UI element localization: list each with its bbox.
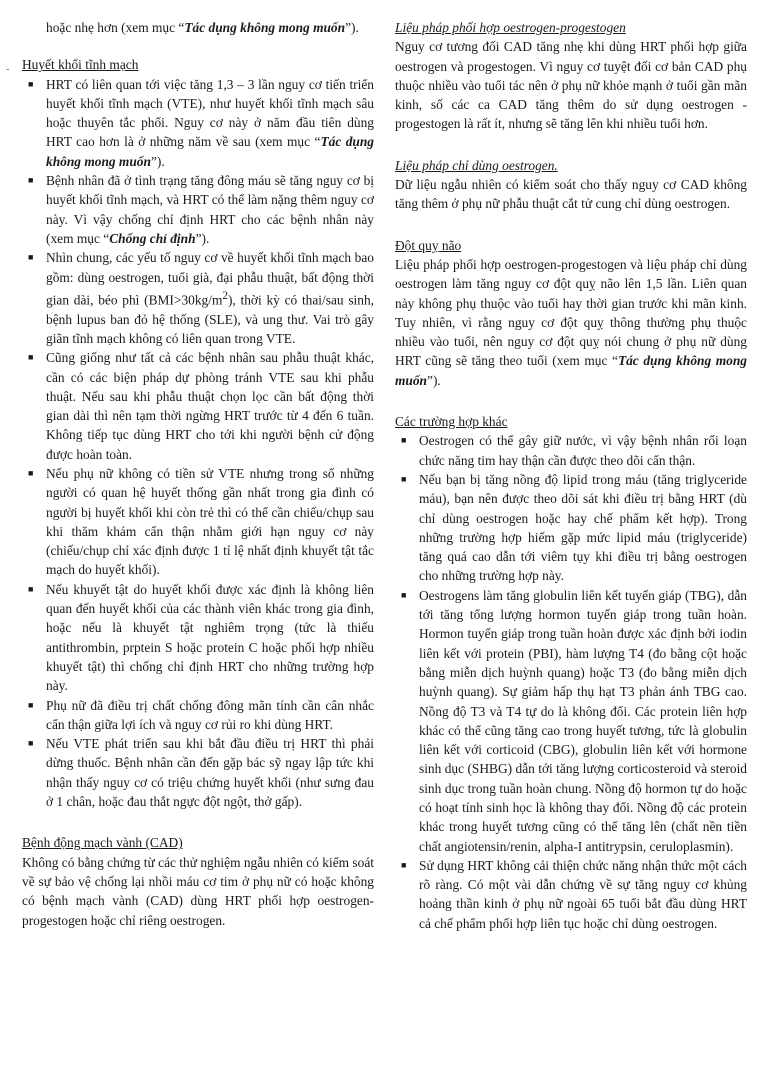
list-item bbox=[395, 586, 747, 856]
list-item-text: Nếu phụ nữ không có tiền sử VTE nhưng trong số những người có quan hệ huyết thống gần nhất trong gia đình có người bị huyết khối khi còn trẻ thì có thể cần chiếu/chụp sau khi thăm khám cẩn thận nhằm giới hạn nguy cơ này (chiếu/chụp chỉ xác định được 1 tỉ lệ nhất định khuyết tật tắc mạch do huyết khối). bbox=[46, 466, 374, 578]
list-item-text: Sử dụng HRT không cải thiện chức năng nhận thức một cách rõ ràng. Có một vài dẫn chứng về sự tăng nguy cơ khủng hoảng thần kinh ở phụ nữ ngoài 65 tuổi bắt đầu dùng HRT cả chế phẩm phối hợp liên tục hoặc chỉ dùng oestrogen. bbox=[419, 857, 747, 931]
cad-heading: Bệnh động mạch vành (CAD) bbox=[22, 835, 183, 851]
intro-text: hoặc nhẹ hơn (xem mục “ bbox=[46, 20, 185, 35]
list-item bbox=[22, 248, 374, 348]
list-item-text: Nhìn chung, các yếu tố nguy cơ về huyết khối tĩnh mạch bao gồm: dùng oestrogen, tuổi già, đại phẫu thuật, bất động thời gian dài, béo phì (BMI>30kg/m bbox=[46, 250, 374, 308]
bullet-icon: ■ bbox=[28, 352, 34, 363]
list-item-text: Oestrogen có thể gây giữ nước, vì vậy bệnh nhân rối loạn chức năng tim hay thận cần được theo dõi cẩn thận. bbox=[419, 433, 747, 468]
list-item-text: Nếu bạn bị tăng nồng độ lipid trong máu (tăng triglyceride máu), bạn nên được theo dõi sát khi điều trị bằng HRT (dù chỉ dùng oestrogen hoặc hay chế phẩm kết hợp). Trong những trường hợp hiếm gặp mức lipid máu (triglyceride) tăng quá cao dẫn tới viêm tụy khi điều trị bằng oestrogen cho những trường hợp này. bbox=[419, 471, 747, 584]
bullet-icon: ■ bbox=[401, 435, 407, 446]
list-item bbox=[22, 580, 374, 696]
bullet-icon: ■ bbox=[401, 589, 407, 600]
other-cases-list bbox=[395, 431, 747, 933]
stroke-heading: Đột quỵ não bbox=[395, 237, 462, 253]
bullet-icon: ■ bbox=[401, 473, 407, 484]
list-item-ref: Tác dụng không mong muốn bbox=[46, 134, 374, 169]
bullet-icon: ■ bbox=[28, 175, 34, 186]
other-cases-heading: Các trường hợp khác bbox=[395, 414, 508, 430]
bullet-icon: ■ bbox=[28, 583, 34, 594]
intro-text-end: ”). bbox=[345, 20, 359, 35]
list-item-text-end: ”). bbox=[195, 230, 210, 246]
vte-list bbox=[22, 75, 374, 812]
list-item bbox=[395, 470, 747, 586]
list-item bbox=[22, 171, 374, 248]
bullet-icon: ■ bbox=[28, 738, 34, 749]
scan-mark: - bbox=[6, 64, 10, 75]
list-item bbox=[22, 464, 374, 580]
bullet-icon: ■ bbox=[401, 859, 407, 870]
oestrogen-only-heading: Liệu pháp chỉ dùng oestrogen. bbox=[395, 157, 558, 173]
list-item bbox=[22, 696, 374, 735]
list-item bbox=[395, 856, 747, 933]
list-item bbox=[22, 348, 374, 464]
bullet-icon: ■ bbox=[28, 468, 34, 478]
stroke-text: Liệu pháp phối hợp oestrogen-progestogen và liệu pháp chỉ dùng oestrogen làm tăng nguy cơ đột quỵ não lên 1,5 lần. Liên quan này không phụ thuộc vào tuổi hay thời gian trước khi mãn kinh. Tuy nhiên, vì rằng nguy cơ đột quỵ thông thường phụ thuộc nhiều vào tuổi, nên nguy cơ đột quỵ nói chung ở phụ nữ dùng HRT cũng sẽ tăng theo tuổi (xem mục “ bbox=[395, 256, 747, 369]
list-item-ref: Chống chỉ định bbox=[109, 230, 196, 246]
list-item bbox=[22, 75, 374, 171]
list-item-text: HRT có liên quan tới việc tăng 1,3 – 3 lần nguy cơ tiến triển huyết khối tĩnh mạch (VTE), như huyết khối tĩnh mạch sâu hoặc thuyên tắc phổi. Nguy cơ này ở năm đầu tiên dùng HRT cao hơn là ở những năm về sau (xem mục “ bbox=[46, 76, 374, 150]
bullet-icon: ■ bbox=[28, 699, 34, 710]
stroke-ref: Tác dụng không mong muốn bbox=[395, 353, 747, 388]
superscript: 2 bbox=[222, 289, 228, 302]
list-item-text: Bệnh nhân đã ở tình trạng tăng đông máu sẽ tăng nguy cơ bị huyết khối tĩnh mạch, và HRT có thể làm nặng thêm nguy cơ này. Vì vậy chống chỉ định HRT cho các bệnh nhân này (xem mục “ bbox=[46, 173, 374, 246]
stroke-text-end: ”). bbox=[427, 372, 441, 388]
list-item-text-end: ”). bbox=[150, 153, 165, 169]
bullet-icon: ■ bbox=[28, 78, 34, 89]
list-item bbox=[22, 734, 374, 811]
intro-paragraph bbox=[46, 18, 374, 37]
intro-ref: Tác dụng không mong muốn bbox=[184, 20, 346, 35]
cad-paragraph: Không có bằng chứng từ các thử nghiệm ngẫu nhiên có kiểm soát về sự bảo vệ chống lại nhồi máu cơ tim ở phụ nữ có hoặc không có bệnh mạch vành (CAD) dùng HRT phối hợp oestrogen-progestogen hoặc chỉ riêng oestrogen. bbox=[22, 854, 374, 928]
left-column bbox=[22, 18, 374, 930]
list-item-text: Cũng giống như tất cả các bệnh nhân sau phẫu thuật khác, cần có các biện pháp dự phòng tránh VTE sau khi phẫu thuật. Nếu sau khi phẫu thuật chọn lọc cần bất động thời gian dài thì nên tạm thời ngừng HRT trước từ 4 đến 6 tuần. Không tiếp tục dùng HRT cho tới khi người bệnh cử động được hoàn toàn. bbox=[46, 350, 374, 462]
combined-therapy-heading: Liệu pháp phối hợp oestrogen-progestogen bbox=[395, 20, 626, 35]
list-item-text: Phụ nữ đã điều trị chất chống đông mãn tính cần cân nhắc cẩn thận giữa lợi ích và nguy cơ rủi ro khi dùng HRT. bbox=[46, 697, 374, 732]
list-item bbox=[395, 431, 747, 470]
list-item-text: Oestrogens làm tăng globulin liên kết tuyến giáp (TBG), dẫn tới tăng tổng lượng hormon tuyến giáp trong tuần hoàn. Hormon tuyến giáp trong tuần hoàn được xác định bởi iodin liên kết với protein (PBI), hàm lượng T4 (đo bằng cột hoặc bằng miễn dịch huỳnh quang) hoặc T3 (đo bằng miễn dịch huỳnh quang). Sự giảm hấp thụ hạt T3 phản ánh TBG cao. Nồng độ T3 và T4 tự do là không đổi. Các protein liên hợp khác có thể cũng tăng cao trong huyết tương, tức là globulin liên kết với corticoid (CBG), globulin liên kết với hormone sinh dục (SHBG) dẫn tới tăng lượng corticosteroid và steroid sinh dục trong tuần hoàn chung. Nồng độ hormon tự do hoặc có hoạt tính sinh học là không thay đổi. Nồng độ các protein khác trong huyết tương cũng có thể tăng lên (chất nền tiền chất angiotensin/renin, alpha-I antitrypsin, ceruloplasmin). bbox=[419, 587, 747, 854]
stroke-paragraph bbox=[395, 255, 747, 390]
combined-therapy-paragraph: Nguy cơ tương đối CAD tăng nhẹ khi dùng HRT phối hợp giữa oestrogen và progestogen. Vì nguy cơ tuyệt đối cơ bản CAD phụ thuộc nhiều vào tuổi tác nên ở phụ nữ khỏe mạnh ở tuổi gần mãn kinh, số các ca CAD tăng thêm do sử dụng oestrogen - progestogen là rất ít, nhưng sẽ tăng lên khi nhiều tuổi hơn. bbox=[395, 39, 747, 132]
vte-heading: Huyết khối tĩnh mạch bbox=[22, 57, 139, 73]
bullet-icon: ■ bbox=[28, 252, 34, 263]
oestrogen-only-paragraph: Dữ liệu ngẫu nhiên có kiểm soát cho thấy nguy cơ CAD không tăng thêm ở phụ nữ phẫu thuật cắt tử cung chỉ dùng oestrogen. bbox=[395, 177, 747, 212]
list-item-text: Nếu khuyết tật do huyết khối được xác định là không liên quan đến huyết khối của các thành viên khác trong gia đình, hoặc nếu là khuyết tật nghiêm trọng (tức là thiếu antithrombin, prptein S hoặc protein C hoặc phối hợp nhiều khuyết tật) thì chống chỉ định HRT cho những trường hợp này. bbox=[46, 581, 374, 694]
right-column bbox=[395, 18, 747, 933]
list-item-text: Nếu VTE phát triển sau khi bắt đầu điều trị HRT thì phải dừng thuốc. Bệnh nhân cần đến gặp bác sỹ ngay lập tức khi nhận thấy nguy cơ có triệu chứng huyết khối (như sưng đau ở 1 chân, hoặc đau thắt ngực đột ngột, thở gấp). bbox=[46, 736, 374, 810]
list-item-text-end: ), thời kỳ có thai/sau sinh, bệnh lupus ban đỏ hệ thống (SLE), và ung thư. Vai trò gây giãn tĩnh mạch không có liên quan trong VTE. bbox=[46, 292, 374, 346]
